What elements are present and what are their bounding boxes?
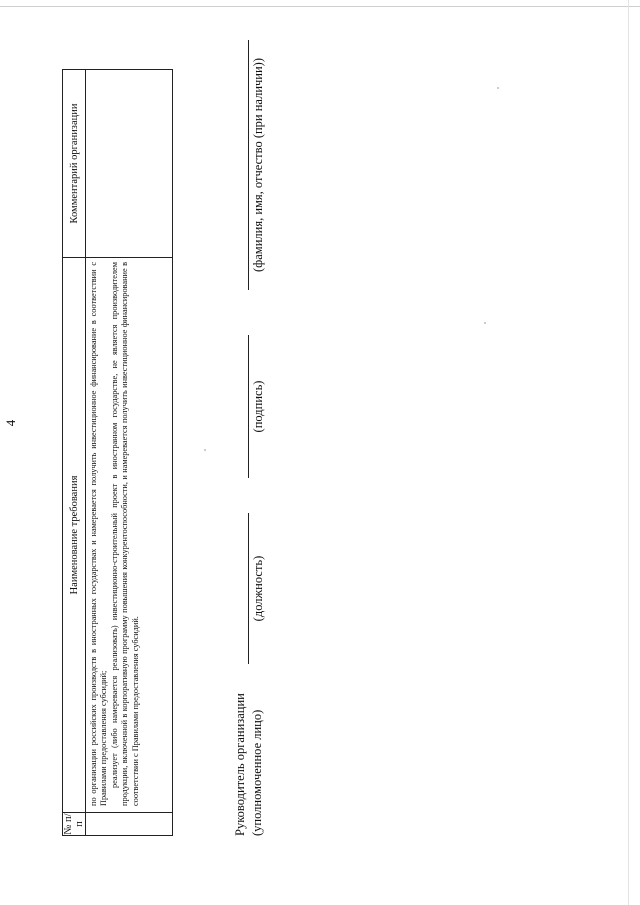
signatory-title-line2: (уполномоченное лицо): [250, 709, 264, 836]
comment-cell: [86, 70, 173, 258]
requirement-text: [86, 258, 143, 812]
table-header-row: [63, 70, 86, 836]
requirement-text-cell: [86, 258, 173, 813]
signatory-title-line1: Руководитель организации: [233, 693, 247, 836]
page-number: 4: [3, 419, 18, 427]
signature-caption: (подпись): [251, 380, 265, 433]
signature-line: [248, 335, 249, 478]
full-name-caption: (фамилия, имя, отчество (при наличии)): [251, 58, 265, 273]
requirements-table: [62, 69, 173, 836]
row-number-cell: [86, 813, 173, 836]
requirement-paragraph-indented: [110, 262, 141, 806]
header-num: № п/п: [63, 813, 85, 835]
header-requirement-name: Наименование требования: [63, 258, 86, 813]
position-line: [248, 513, 249, 664]
full-name-line: [248, 40, 249, 290]
position-caption: (должность): [251, 555, 265, 622]
signature-block: [232, 16, 292, 836]
requirement-paragraph: по организации российских производств в иностранных государствах и намеревается получить инвестиционное финансирование в соответствии с Правилами предоставления субсидий;: [89, 262, 109, 806]
header-comment: Комментарий организации: [63, 70, 86, 258]
table-row: [86, 70, 173, 836]
requirement-paragraph-text: реализует (либо намеревается реализовать) инвестиционно-строительный проект в иностранном государстве, не является производителем продукции, включенной в корпоративную программу повышения конкурентоспособности, и намеревается получить инвестиционное финансирование в соответствии с Правилами предоставления субсидий.: [109, 262, 140, 806]
signatory-title: [232, 693, 266, 836]
